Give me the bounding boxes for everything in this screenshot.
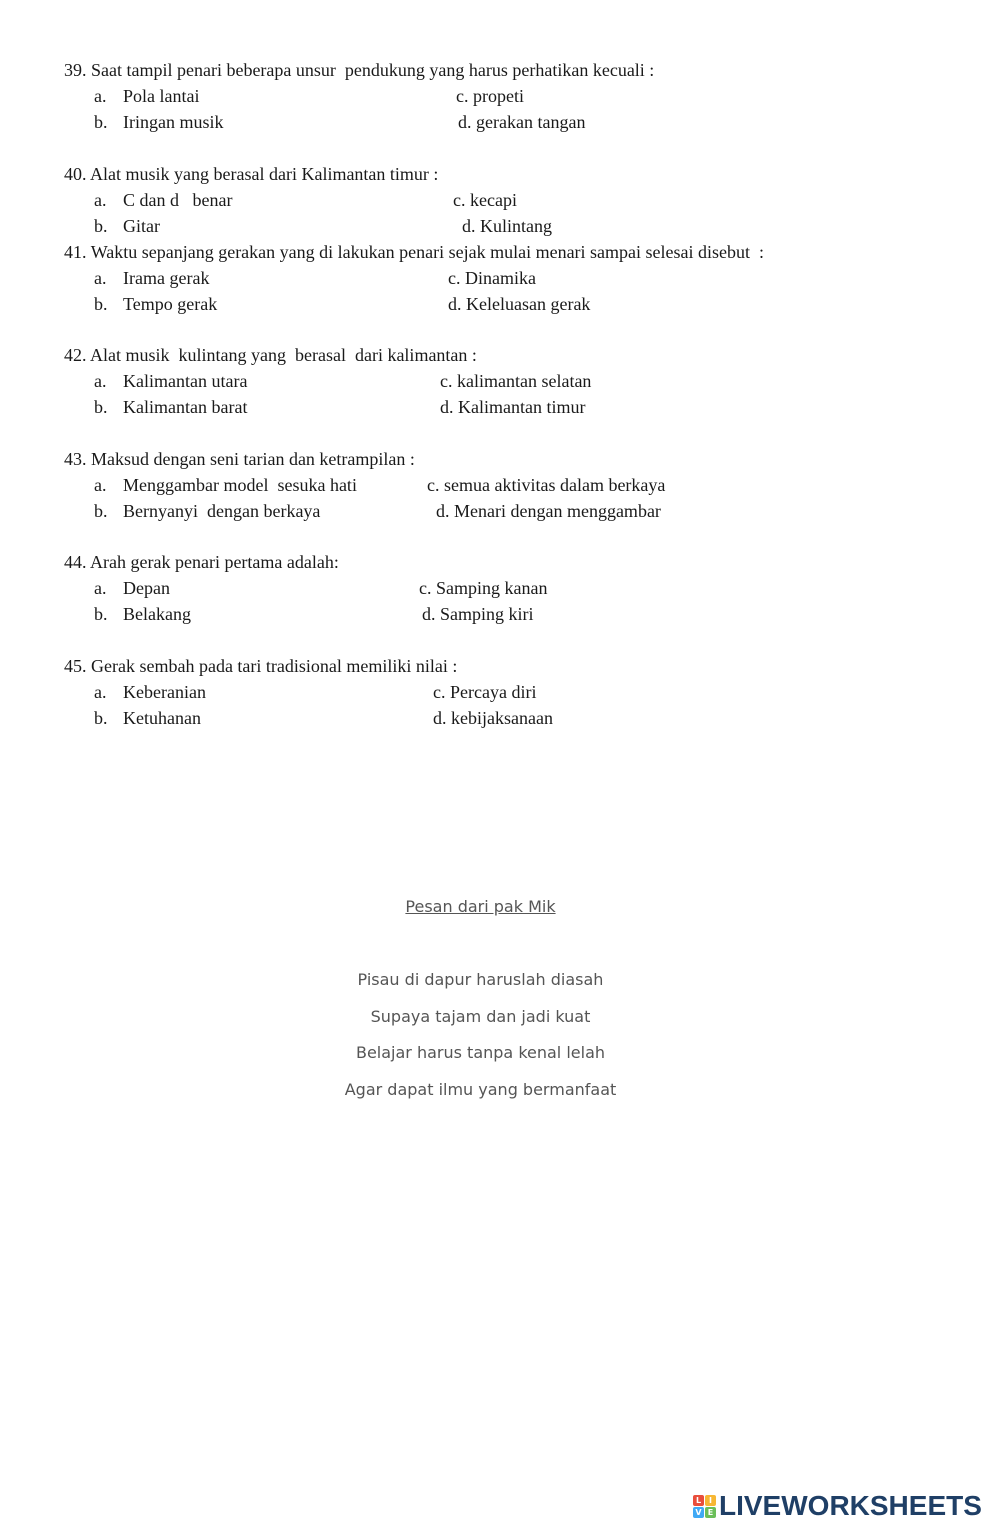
option-text: Kalimantan barat <box>123 397 248 417</box>
option-letter: a. <box>94 268 107 288</box>
option-text: Keberanian <box>123 682 206 702</box>
option-b[interactable] <box>94 396 247 418</box>
option-a[interactable] <box>94 577 170 599</box>
question-43 <box>64 448 415 470</box>
option-a[interactable] <box>94 267 209 289</box>
option-d[interactable]: d. Kalimantan timur <box>440 397 586 417</box>
option-d[interactable]: d. Menari dengan menggambar <box>436 501 661 521</box>
option-text: Pola lantai <box>123 86 200 106</box>
option-b[interactable] <box>94 293 217 315</box>
logo-text: LIVEWORKSHEETS <box>719 1490 982 1521</box>
option-letter: a. <box>94 371 107 391</box>
option-letter: b. <box>94 501 108 521</box>
option-d[interactable]: d. Kulintang <box>462 216 552 236</box>
option-b[interactable] <box>94 603 191 625</box>
question-text: Gerak sembah pada tari tradisional memiliki nilai : <box>91 656 458 676</box>
option-c[interactable]: c. Percaya diri <box>433 682 537 702</box>
option-text: Ketuhanan <box>123 708 201 728</box>
option-b[interactable] <box>94 111 224 133</box>
question-41 <box>64 241 764 263</box>
question-number: 40. <box>64 164 87 184</box>
question-number: 45. <box>64 656 87 676</box>
question-number: 42. <box>64 345 87 365</box>
option-d[interactable]: d. kebijaksanaan <box>433 708 553 728</box>
question-text: Alat musik kulintang yang berasal dari kalimantan : <box>90 345 477 365</box>
option-c[interactable]: c. Samping kanan <box>419 578 548 598</box>
liveworksheets-icon <box>693 1495 716 1518</box>
question-42 <box>64 344 477 366</box>
question-text: Waktu sepanjang gerakan yang di lakukan penari sejak mulai menari sampai selesai disebut : <box>90 242 765 262</box>
poem-line: Pisau di dapur haruslah diasah <box>357 970 604 989</box>
poem-line: Belajar harus tanpa kenal lelah <box>355 1043 606 1062</box>
logo-tile: L <box>693 1495 704 1506</box>
question-40 <box>64 163 438 185</box>
poem-line: Supaya tajam dan jadi kuat <box>370 1007 591 1026</box>
option-text: C dan d benar <box>123 190 233 210</box>
option-letter: b. <box>94 708 108 728</box>
option-text: Iringan musik <box>123 112 224 132</box>
liveworksheets-logo[interactable] <box>693 1489 982 1523</box>
question-44 <box>64 551 339 573</box>
option-text: Bernyanyi dengan berkaya <box>123 501 321 521</box>
option-text: Tempo gerak <box>123 294 218 314</box>
option-letter: a. <box>94 682 107 702</box>
question-45 <box>64 655 457 677</box>
option-b[interactable] <box>94 215 160 237</box>
option-letter: b. <box>94 216 108 236</box>
option-text: Menggambar model sesuka hati <box>123 475 357 495</box>
option-letter: b. <box>94 112 108 132</box>
poem-line: Agar dapat ilmu yang bermanfaat <box>344 1080 617 1099</box>
question-number: 44. <box>64 552 87 572</box>
question-number: 43. <box>64 449 87 469</box>
option-a[interactable] <box>94 189 232 211</box>
option-letter: a. <box>94 475 107 495</box>
question-text: Arah gerak penari pertama adalah: <box>90 552 339 572</box>
option-d[interactable]: d. gerakan tangan <box>458 112 586 132</box>
option-text: Gitar <box>123 216 160 236</box>
option-b[interactable] <box>94 707 201 729</box>
option-c[interactable]: c. kecapi <box>453 190 517 210</box>
option-letter: b. <box>94 397 108 417</box>
option-d[interactable]: d. Keleluasan gerak <box>448 294 591 314</box>
question-text: Saat tampil penari beberapa unsur pendukung yang harus perhatikan kecuali : <box>91 60 655 80</box>
option-letter: b. <box>94 294 108 314</box>
logo-tile: V <box>693 1507 704 1518</box>
option-text: Depan <box>123 578 170 598</box>
poem-title: Pesan dari pak Mik <box>405 897 556 916</box>
option-letter: a. <box>94 86 107 106</box>
option-c[interactable]: c. kalimantan selatan <box>440 371 592 391</box>
option-letter: a. <box>94 190 107 210</box>
question-number: 41. <box>64 242 87 262</box>
question-text: Alat musik yang berasal dari Kalimantan timur : <box>90 164 439 184</box>
question-39 <box>64 59 654 81</box>
option-text: Irama gerak <box>123 268 210 288</box>
option-letter: a. <box>94 578 107 598</box>
option-c[interactable]: c. propeti <box>456 86 524 106</box>
option-c[interactable]: c. Dinamika <box>448 268 536 288</box>
option-a[interactable] <box>94 85 199 107</box>
option-text: Belakang <box>123 604 191 624</box>
logo-tile: E <box>705 1507 716 1518</box>
option-a[interactable] <box>94 681 206 703</box>
option-a[interactable] <box>94 474 357 496</box>
option-d[interactable]: d. Samping kiri <box>422 604 534 624</box>
option-c[interactable]: c. semua aktivitas dalam berkaya <box>427 475 666 495</box>
option-a[interactable] <box>94 370 247 392</box>
option-text: Kalimantan utara <box>123 371 248 391</box>
question-text: Maksud dengan seni tarian dan ketrampilan : <box>91 449 415 469</box>
option-b[interactable] <box>94 500 320 522</box>
option-letter: b. <box>94 604 108 624</box>
question-number: 39. <box>64 60 87 80</box>
logo-tile: I <box>705 1495 716 1506</box>
